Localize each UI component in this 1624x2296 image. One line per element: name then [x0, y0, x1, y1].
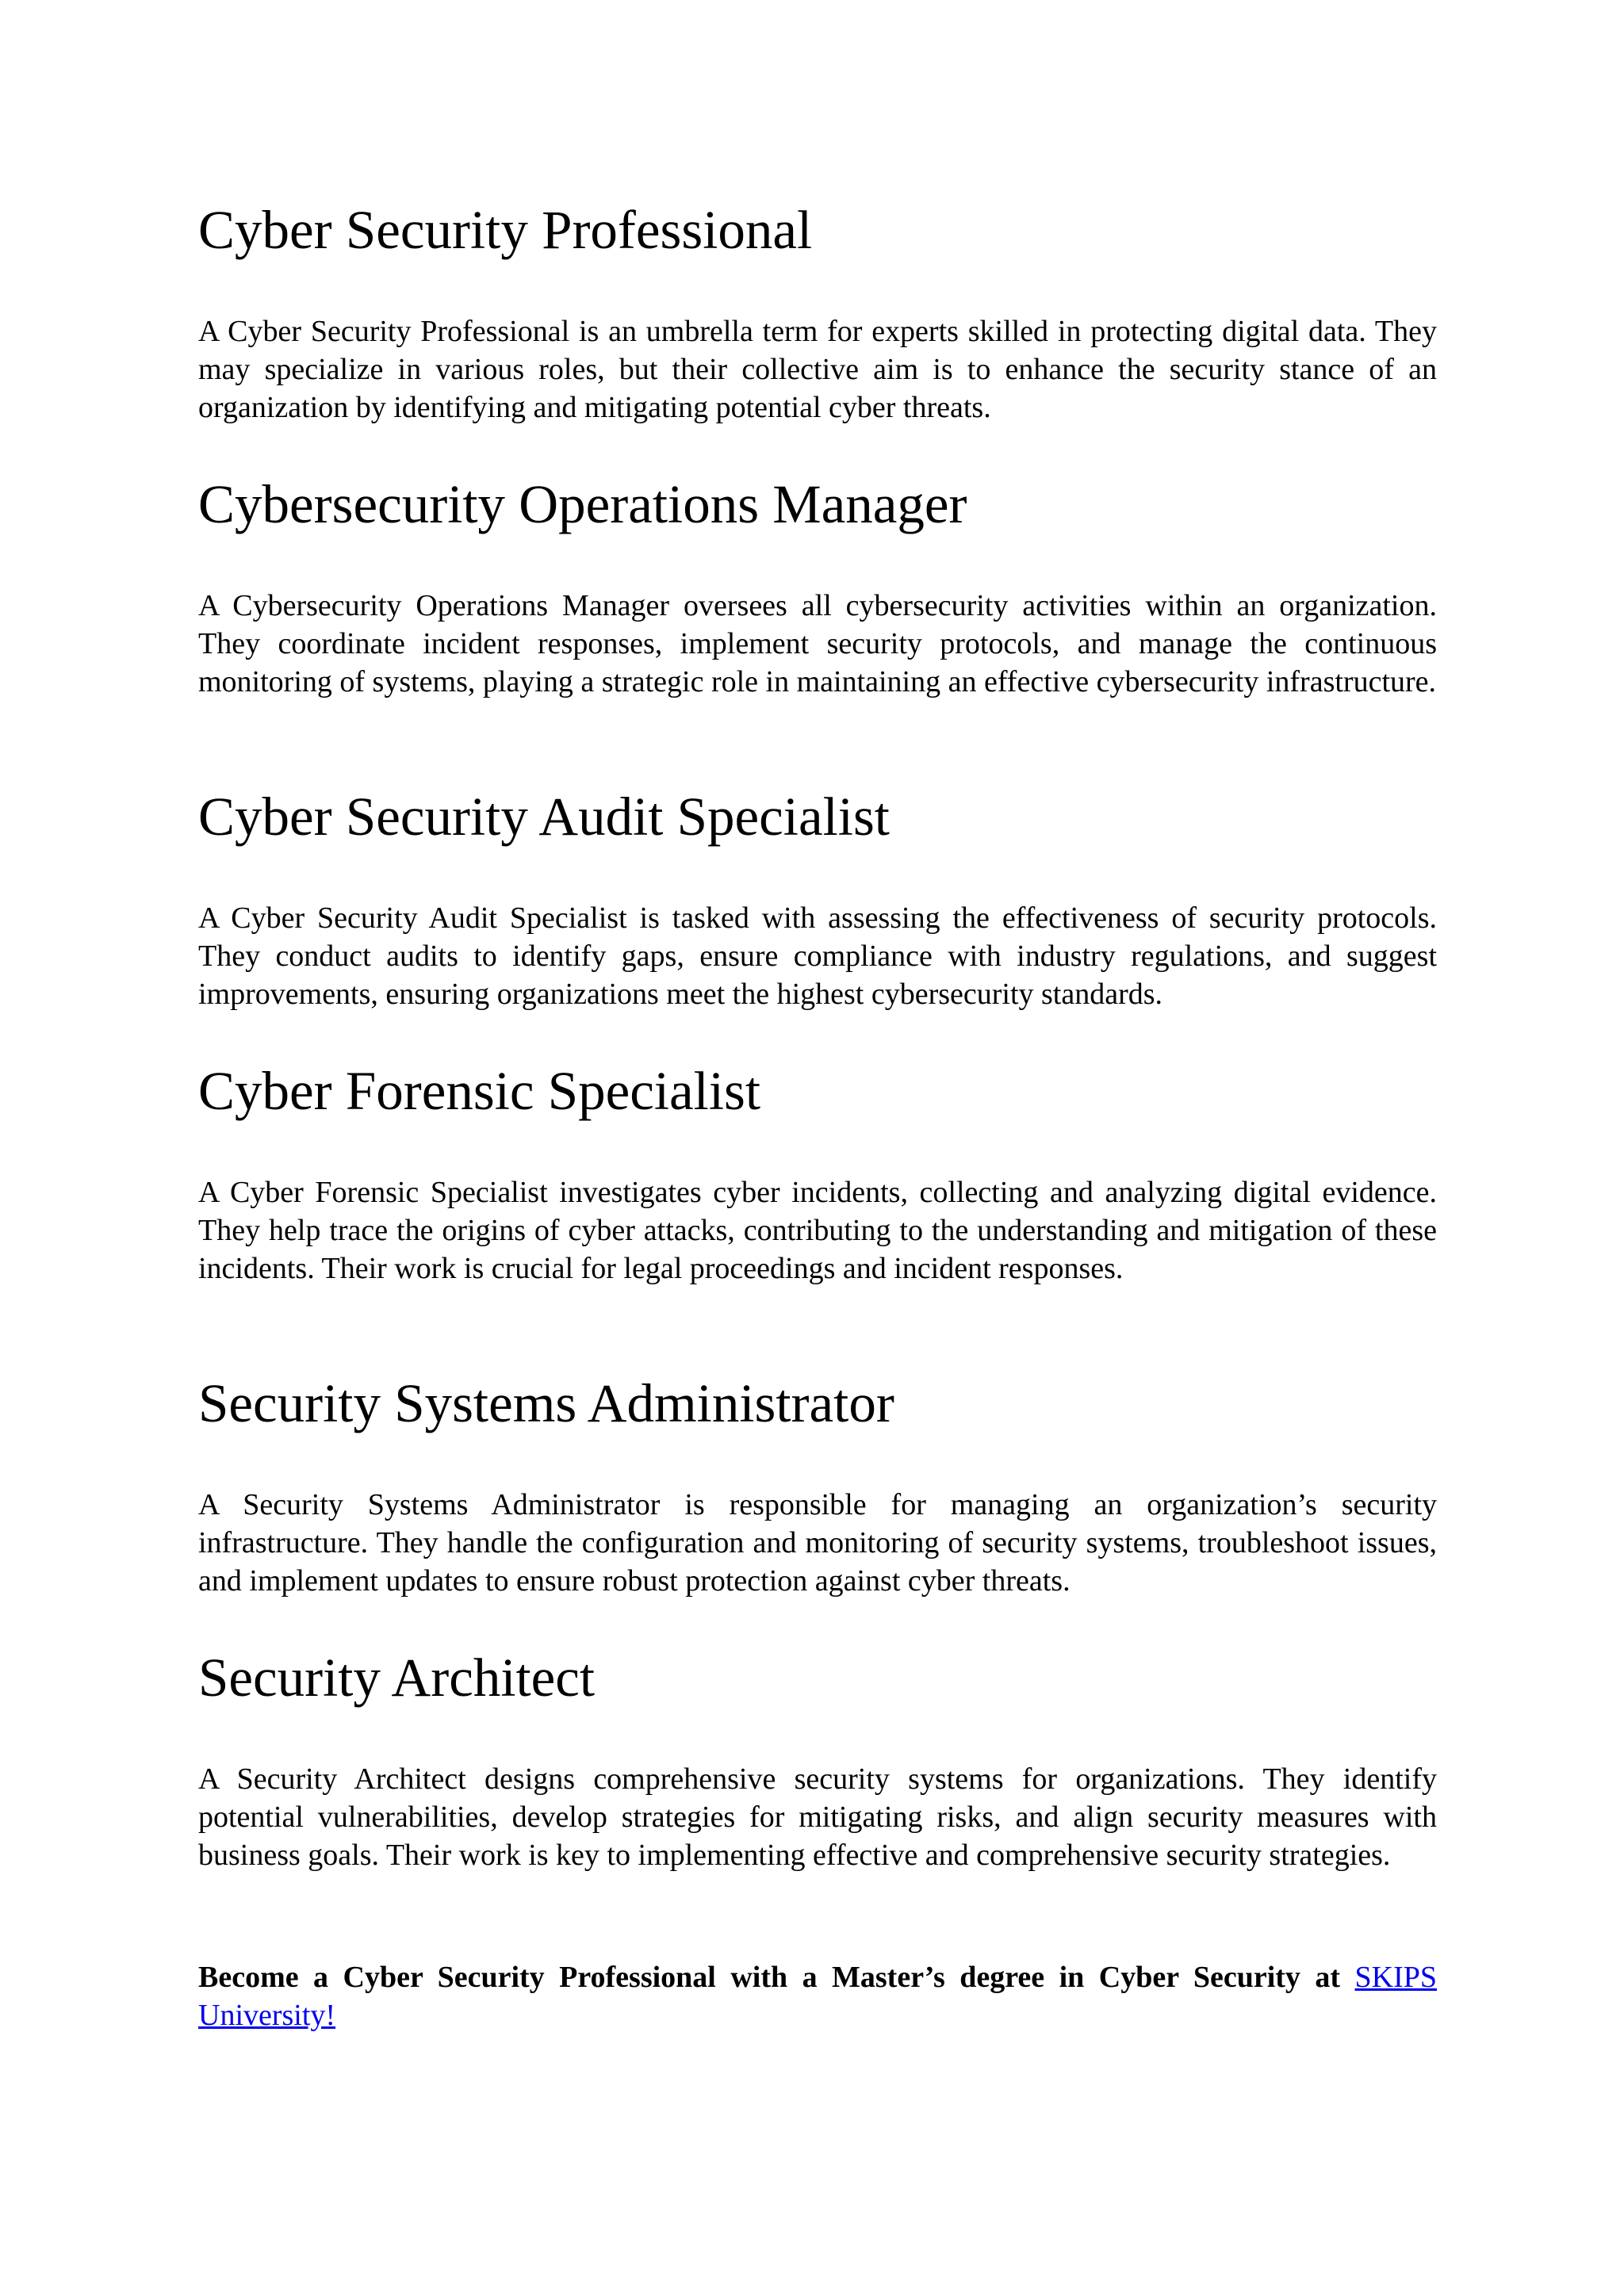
section-body: A Security Systems Administrator is responsible for managing an organization’s security infrastructure. They handle the configuration and monitoring of security systems, troubleshoot issues, and implement updates to ensure robust protection against cyber threats. — [198, 1488, 1437, 1598]
section-body: A Cyber Security Audit Specialist is tasked with assessing the effectiveness of security protocols. They conduct audits to identify gaps, ensure compliance with industry regulations, and suggest improvements, ensuring organizations meet the highest cybersecurity standards. — [198, 901, 1437, 1011]
section-body: A Security Architect designs comprehensive security systems for organizations. They identify potential vulnerabilities, develop strategies for mitigating risks, and align security measures with business goals. Their work is key to implementing effective and comprehensive security strategies. — [198, 1762, 1437, 1872]
cta-text: Become a Cyber Security Professional with a Master’s degree in Cyber Security at — [198, 1961, 1355, 1994]
section-body: A Cybersecurity Operations Manager oversees all cybersecurity activities within an organization. They coordinate incident responses, implement security protocols, and manage the continuous monitoring of systems, playing a strategic role in maintaining an effective cybersecurity infrastructure. — [198, 589, 1437, 698]
section-body: A Cyber Forensic Specialist investigates cyber incidents, collecting and analyzing digital evidence. They help trace the origins of cyber attacks, contributing to the understanding and mitigation of these incidents. Their work is crucial for legal proceedings and incident responses. — [198, 1176, 1437, 1285]
section-heading: Cybersecurity Operations Manager — [198, 474, 967, 534]
section-cyber-forensic-specialist — [198, 1059, 1437, 1288]
call-to-action — [198, 1958, 1437, 2034]
section-heading: Security Systems Administrator — [198, 1373, 894, 1433]
section-body: A Cyber Security Professional is an umbrella term for experts skilled in protecting digital data. They may specialize in various roles, but their collective aim is to enhance the security stance of an organization by identifying and mitigating potential cyber threats. — [198, 315, 1437, 424]
section-heading: Security Architect — [198, 1647, 596, 1708]
section-heading: Cyber Security Professional — [198, 200, 813, 260]
section-cyber-security-professional — [198, 198, 1437, 427]
section-security-systems-administrator — [198, 1372, 1437, 1600]
skips-university-link[interactable]: SKIPS University! — [198, 1961, 1437, 2032]
section-security-architect — [198, 1646, 1437, 1874]
section-heading: Cyber Forensic Specialist — [198, 1061, 761, 1121]
section-cybersecurity-operations-manager — [198, 473, 1437, 701]
section-cyber-security-audit-specialist — [198, 785, 1437, 1013]
section-heading: Cyber Security Audit Specialist — [198, 786, 890, 847]
